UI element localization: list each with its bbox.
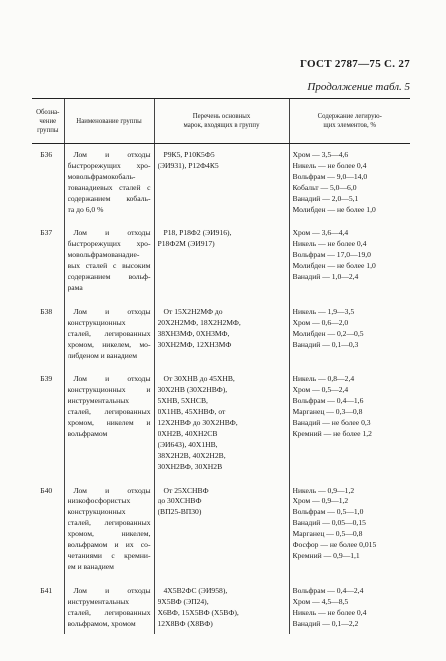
grade-line: 5ХНВ, 5ХНСВ,	[157, 396, 208, 406]
table-row	[32, 478, 410, 578]
grade-line: 9Х5ВФ (ЭП24),	[157, 596, 209, 606]
grade-list	[154, 299, 289, 367]
group-code: Б41	[40, 585, 53, 595]
grade-list	[154, 478, 289, 578]
group-name-line: хромом, никелем,	[67, 529, 151, 539]
element-list	[289, 478, 410, 578]
group-name-line: сталей, легированных	[67, 607, 151, 617]
group-name-line: содержанием вольф-	[67, 272, 151, 282]
group-name-line: мовольфрамованадие-	[67, 250, 140, 260]
group-name-line: конструкционных	[67, 317, 126, 327]
group-name-line: тованадиевых сталей с	[67, 182, 151, 192]
element-line: Никель — не более 0,4	[292, 607, 367, 617]
grade-line: 12Х8ВФ (Х8ВФ)	[157, 618, 213, 628]
group-code: Б40	[40, 485, 53, 495]
table-row	[32, 220, 410, 298]
header-group-name: Наименование группы	[64, 99, 154, 144]
table-row	[32, 144, 410, 221]
grade-line: (ЭИ931), Р12Ф4К5	[157, 160, 219, 170]
element-line: Хром — 0,5—2,4	[292, 385, 349, 395]
grade-list	[154, 144, 289, 221]
header-alloy-content: Содержание легирую- щих элементов, %	[289, 99, 410, 144]
element-line: Кремний — 0,9—1,1	[292, 551, 360, 560]
group-name-line: Лом и отходы	[73, 306, 151, 316]
element-line: Ванадий — 1,0—2,4	[292, 272, 359, 282]
element-line: Молибден — не более 1,0	[292, 261, 376, 271]
grade-line: От 25ХСНВФ	[163, 485, 209, 495]
group-name-line: Лом и отходы	[73, 150, 151, 159]
element-content-table	[32, 98, 410, 634]
element-line: Никель — 0,9—1,2	[292, 485, 355, 495]
group-name-line: ем и ванадием	[67, 561, 114, 571]
group-name-line: четаниями с кремни-	[67, 551, 151, 560]
group-name-line: вольфрамом	[67, 428, 108, 438]
group-name-line: Лом и отходы	[73, 228, 151, 238]
group-name-line: сталей, легированных	[67, 407, 151, 417]
element-line: Ванадий — 0,1—0,3	[292, 339, 359, 349]
group-name-line: содержанием кобаль-	[67, 193, 151, 203]
element-line: Вольфрам — 0,4—2,4	[292, 585, 364, 595]
grade-line: Р18Ф2М (ЭИ917)	[157, 239, 215, 249]
group-code: Б36	[40, 150, 53, 159]
element-list	[289, 578, 410, 635]
grade-line: 38Х2Н2В, 40Х2Н2В,	[157, 450, 226, 460]
group-name	[64, 299, 154, 367]
element-line: Ванадий — 0,05—0,15	[292, 518, 366, 528]
group-name-line: рама	[67, 282, 83, 292]
element-line: Кобальт — 5,0—6,0	[292, 182, 357, 192]
element-line: Хром — 3,5—4,6	[292, 150, 349, 159]
header-group-code: Обозна- чение группы	[32, 99, 64, 144]
group-code: Б37	[40, 228, 53, 238]
element-line: Ванадий — 2,0—5,1	[292, 193, 359, 203]
element-line: Никель — 0,8—2,4	[292, 374, 355, 384]
element-line: Хром — 3,6—4,4	[292, 228, 349, 238]
group-name-line: конструкционных и	[67, 385, 151, 395]
page-header: ГОСТ 2787—75 С. 27	[299, 58, 410, 70]
grade-line: (ЭИ643), 40Х1НВ,	[157, 439, 218, 449]
group-name-line: сталей, легированных	[67, 518, 151, 528]
element-line: Хром — 0,6—2,0	[292, 317, 349, 327]
group-code: Б38	[40, 306, 53, 316]
element-line: Никель — не более 0,4	[292, 239, 367, 249]
group-name-line: хромом, никелем и	[67, 418, 151, 428]
group-name-line: быстрорежущих хро-	[67, 160, 151, 170]
group-name-line: инструментальных	[67, 596, 130, 606]
grade-line: (ВП25-ВП30)	[157, 507, 202, 517]
group-name-line: конструкционных	[67, 507, 126, 517]
grade-line: 4Х5В2ФС (ЭИ958),	[163, 585, 228, 595]
group-name-line: либденом и ванадием	[67, 350, 138, 360]
group-name-line: вольфрамом и их со-	[67, 540, 151, 550]
group-name-line: вых сталей с высоким	[67, 261, 151, 271]
grade-line: до 30ХСНВФ	[157, 496, 202, 506]
element-line: Молибден — не более 1,0	[292, 204, 376, 214]
element-line: Никель — не более 0,4	[292, 160, 367, 170]
group-name-line: низкофосфористых	[67, 496, 131, 506]
element-line: Вольфрам — 17,0—19,0	[292, 250, 371, 260]
element-line: Вольфрам — 0,5—1,0	[292, 507, 364, 517]
group-name	[64, 366, 154, 477]
group-name	[64, 220, 154, 298]
group-name-line: мовольфрамокобаль-	[67, 171, 136, 181]
element-line: Молибден — 0,2—0,5	[292, 328, 364, 338]
grade-list	[154, 578, 289, 635]
element-line: Марганец — 0,5—0,8	[292, 529, 363, 539]
group-name	[64, 478, 154, 578]
grade-line: 30Х2НВ (30Х2НВФ),	[157, 385, 228, 395]
element-line: Кремний — не более 1,2	[292, 428, 372, 438]
group-name-line: Лом и отходы	[73, 485, 151, 495]
grade-line: 0ХН2В, 40ХН2СВ	[157, 428, 218, 438]
group-name	[64, 144, 154, 221]
grade-line: 30ХН2ВФ, 30ХН2В	[157, 461, 223, 471]
element-list	[289, 220, 410, 298]
element-line: Вольфрам — 9,0—14,0	[292, 171, 368, 181]
element-line: Никель — 1,9—3,5	[292, 306, 355, 316]
element-line: Фосфор — не более 0,015	[292, 540, 377, 550]
grade-line: 20Х2Н2МФ, 18Х2Н2МФ,	[157, 317, 241, 327]
grade-list	[154, 220, 289, 298]
group-code: Б39	[40, 374, 53, 384]
element-line: Ванадий — 0,1—2,2	[292, 618, 359, 628]
table-continuation-label: Продолжение табл. 5	[307, 81, 410, 93]
header-grades: Перечень основных марок, входящих в группу	[154, 99, 289, 144]
element-line: Хром — 0,9—1,2	[292, 496, 349, 506]
grade-line: 12Х2НВФ до 30Х2НВФ,	[157, 418, 238, 428]
element-line: Хром — 4,5—8,5	[292, 596, 349, 606]
grade-line: От 30ХНВ до 45ХНВ,	[163, 374, 235, 384]
group-name-line: та до 6,0 %	[67, 204, 104, 214]
element-line: Марганец — 0,3—0,8	[292, 407, 363, 417]
element-line: Ванадий — не более 0,3	[292, 418, 371, 428]
group-name	[64, 578, 154, 635]
table-row	[32, 578, 410, 635]
element-list	[289, 299, 410, 367]
grade-list	[154, 366, 289, 477]
grade-line: 38ХН3МФ, 0ХН3МФ,	[157, 328, 230, 338]
element-list	[289, 144, 410, 221]
grade-line: Р9К5, Р10К5Ф5	[163, 150, 215, 159]
grade-line: Х6ВФ, 15Х5ВФ (Х5ВФ),	[157, 607, 239, 617]
grade-line: 30ХН2МФ, 12ХН3МФ	[157, 339, 232, 349]
table-row	[32, 299, 410, 367]
grade-line: 0Х1НВ, 45ХНВФ, от	[157, 407, 226, 417]
group-name-line: сталей, легированных	[67, 328, 151, 338]
table-header-row	[32, 99, 410, 144]
group-name-line: инструментальных	[67, 396, 130, 406]
element-line: Вольфрам — 0,4—1,6	[292, 396, 364, 406]
group-name-line: Лом и отходы	[73, 585, 151, 595]
group-name-line: хромом, никелем, мо-	[67, 339, 151, 349]
grade-line: Р18, Р18Ф2 (ЭИ916),	[163, 228, 232, 238]
group-name-line: вольфрамом, хромом	[67, 618, 136, 628]
table-row	[32, 366, 410, 477]
group-name-line: Лом и отходы	[73, 374, 151, 384]
group-name-line: быстрорежущих хро-	[67, 239, 151, 249]
grade-line: От 15Х2Н2МФ до	[163, 306, 223, 316]
element-list	[289, 366, 410, 477]
